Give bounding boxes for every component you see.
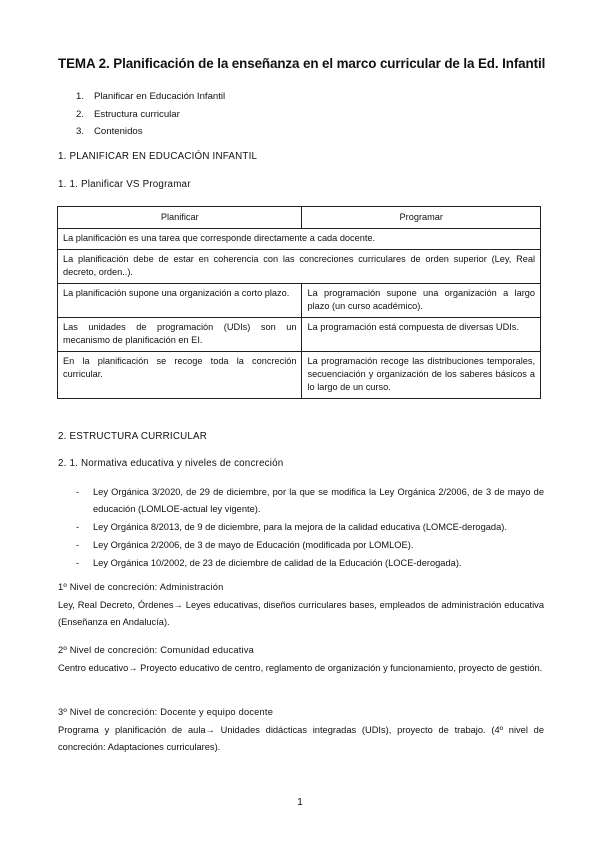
section-heading: 1. PLANIFICAR EN EDUCACIÓN INFANTIL [58,151,258,162]
subsection-heading: 1. 1. Planificar VS Programar [58,179,191,190]
level-title: 2º Nivel de concreción: Comunidad educativa [58,645,254,655]
table-cell: La planificación supone una organización a corto plazo. [58,284,302,318]
list-item-text: Ley Orgánica 8/2013, de 9 de diciembre, para la mejora de la calidad educativa (LOMCE-derogada). [93,521,507,532]
table-cell: La programación está compuesta de diversas UDIs. [302,318,541,352]
list-item-text: Ley Orgánica 3/2020, de 29 de diciembre, por la que se modifica la Ley Orgánica 2/2006, de 3 de mayo de educación (LOMLOE-actual ley vigente). [93,487,544,514]
concretion-level [58,579,544,632]
table-header-row [58,207,541,229]
law-list [76,484,544,573]
bullet-dash: - [76,539,80,550]
level-body: Ley, Real Decreto, Órdenes→ Leyes educativas, diseños curriculares bases, empleados de administración educativa (Enseñanza en Andalucía). [58,599,544,627]
toc-item [76,108,225,126]
page-number: 1 [297,797,303,808]
bullet-dash: - [76,521,80,532]
toc-item-label: Estructura curricular [94,108,180,120]
table-cell: La planificación debe de estar en coherencia con las concreciones curriculares de orden superior (Ley, Real decreto, orden..). [58,250,541,284]
list-item-text: Ley Orgánica 2/2006, de 3 de mayo de Educación (modificada por LOMLOE). [93,539,414,550]
column-header: Planificar [58,207,302,229]
table-row [58,352,541,399]
toc-item-number: 3. [76,126,85,137]
list-item [76,519,544,536]
table-row [58,318,541,352]
concretion-level [58,704,544,757]
list-item [76,555,544,572]
toc-item-label: Contenidos [94,126,143,137]
level-title: 3º Nivel de concreción: Docente y equipo docente [58,707,274,717]
concretion-level [58,642,544,677]
table-of-contents [76,90,225,143]
table-cell: La programación recoge las distribuciones temporales, secuenciación y organización de los saberes básicos a lo largo de un curso. [302,352,541,399]
table-cell: Las unidades de programación (UDIs) son un mecanismo de planificación en EI. [58,318,302,352]
list-item [76,484,544,517]
table-row [58,250,541,284]
toc-item-number: 2. [76,108,85,120]
table-row [58,229,541,250]
toc-item [76,90,225,108]
table-cell: En la planificación se recoge toda la concreción curricular. [58,352,302,399]
table-cell: La programación supone una organización a largo plazo (un curso académico). [302,284,541,318]
level-body: Programa y planificación de aula→ Unidades didácticas integradas (UDIs), proyecto de trabajo. (4º nivel de concreción: Adaptaciones curriculares). [58,724,544,752]
level-title: 1º Nivel de concreción: Administración [58,582,224,592]
document-title: TEMA 2. Planificación de la enseñanza en el marco curricular de la Ed. Infantil [58,56,546,71]
toc-item-number: 1. [76,91,85,102]
comparison-table [57,206,541,399]
subsection-heading: 2. 1. Normativa educativa y niveles de concreción [58,458,284,469]
toc-item [76,125,225,143]
bullet-dash: - [76,557,80,568]
bullet-dash: - [76,487,80,497]
list-item-text: Ley Orgánica 10/2002, de 23 de diciembre de calidad de la Educación (LOCE-derogada). [93,557,462,568]
list-item [76,537,544,554]
table-row [58,284,541,318]
level-body: Centro educativo→ Proyecto educativo de centro, reglamento de organización y funcionamiento, proyecto de gestión. [58,662,543,673]
toc-item-label: Planificar en Educación Infantil [94,91,226,102]
section-heading: 2. ESTRUCTURA CURRICULAR [58,431,208,442]
column-header: Programar [302,207,541,229]
table-cell: La planificación es una tarea que corresponde directamente a cada docente. [58,229,541,250]
